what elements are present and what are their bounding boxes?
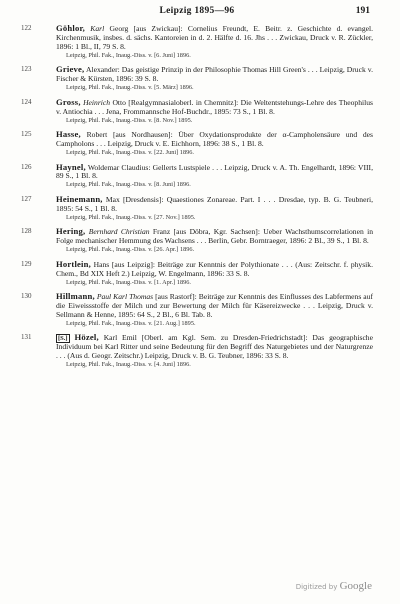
- bibliography-entry: [21, 64, 373, 92]
- author-surname: Göhlor,: [56, 23, 86, 33]
- entry-text: Georg [aus Zwickau]: Cornelius Freundt, E. Beitr. z. Geschichte d. evangel. Kirchenmusik, insbes. d. sächs. Kantoreien in d. 2. Hälfte d. 16. Jhs . . . Zwickau, Druck v. R. Zückler, 1896: 1 Bl., II, 79 S. 8.: [56, 24, 374, 51]
- author-surname: Heinemann,: [56, 193, 103, 204]
- entry-number: 127: [21, 194, 32, 203]
- bibliography-entry: [21, 332, 373, 369]
- thesis-note: Leipzig, Phil. Fak., Inaug.-Diss. v. [26. Apr.] 1896.: [66, 246, 195, 254]
- entry-number: 125: [21, 130, 32, 139]
- entry-number: 130: [21, 292, 32, 301]
- entry-number: 129: [21, 259, 32, 268]
- bibliography-entry: [21, 23, 374, 59]
- entry-text: Karl Emil [Oberl. am Kgl. Sem. zu Dresden-Friedrichstadt]: Das geographische Individuum bei Karl Ritter und seine Bedeutung für den Begriff des Naturgebietes und der Naturgrenze . . . (Aus d. Geogr. Zeitschr.) Leipzig, Druck v. B. G. Teubner, 1896: 33 S. 8.: [56, 333, 373, 361]
- bibliography-entry: [21, 96, 373, 124]
- page-number: 191: [355, 6, 370, 16]
- entry-number: 126: [21, 162, 32, 171]
- author-surname: Hözel,: [74, 332, 99, 343]
- author-surname: Hortlein,: [56, 258, 91, 269]
- bibliography-entry: [21, 226, 373, 254]
- author-surname: Hering,: [56, 226, 86, 237]
- author-given-name-italic: Bernhard Christian: [88, 227, 150, 237]
- thesis-note: Leipzig, Phil. Fak., Inaug.-Diss. v. [6. Juni] 1896.: [66, 51, 191, 59]
- author-given-name-italic: Heinrich: [83, 97, 111, 107]
- thesis-note: Leipzig, Phil. Fak., Inaug.-Diss. v. [8. Nov.] 1895.: [66, 116, 193, 124]
- entry-text: Woldemar Claudius: Gellerts Lustspiele . . . Leipzig, Druck v. A. Th. Engelhardt, 1896: VIII, 89 S., 1 Bl. 8.: [56, 162, 373, 181]
- entry-text: [aus Rastorf]: Beiträge zur Kenntnis des Einflusses des Labfermens auf die Eiweissstoffe der Milch und zur Bewertung der Milch für Käsereizwecke . . . Leipzig, Druck v. Sellmann & Henne, 1895: 64 S., 2 Bl., 6 Bl. Tab. 8.: [56, 292, 373, 319]
- bibliography-entry: [21, 258, 373, 286]
- bibliography-entry: [21, 193, 373, 221]
- thesis-note: Leipzig, Phil. Fak., Inaug.-Diss. v. [1. Apr.] 1896.: [66, 278, 191, 286]
- thesis-note: Leipzig, Phil. Fak., Inaug.-Diss. v. [21. Aug.] 1895.: [66, 319, 196, 327]
- thesis-note: Leipzig, Phil. Fak., Inaug.-Diss. v. [22. Juni] 1896.: [66, 148, 194, 156]
- entry-number: 131: [21, 333, 32, 342]
- running-title: Leipzig 1895—96: [159, 6, 235, 16]
- thesis-note: Leipzig, Phil. Fak., Inaug.-Diss. v. [8. Juni] 1896.: [66, 181, 191, 189]
- thesis-note: Leipzig, Phil. Fak., Inaug.-Diss. v. [27. Nov.] 1895.: [66, 213, 196, 221]
- entry-text: Robert [aus Nordhausen]: Über Oxydationsprodukte der α-Campholensäure und des Campholons . . . Leipzig, Druck v. E. Eichhorn, 1896: 38 S., 1 Bl. 8.: [56, 130, 373, 149]
- author-given-name-italic: Paul Karl Thomas: [96, 292, 154, 302]
- thesis-note: Leipzig, Phil. Fak., Inaug.-Diss. v. [4. Juni] 1896.: [66, 361, 191, 369]
- bibliography-entry: [21, 161, 373, 189]
- author-surname: Hasse,: [56, 129, 81, 140]
- entry-number: 123: [21, 65, 32, 74]
- author-given-name-italic: Karl: [90, 24, 105, 33]
- author-surname: Gross,: [56, 96, 81, 107]
- entry-text: Hans [aus Leipzig]: Beiträge zur Kenntnis der Polythionate . . . (Aus: Zeitschr. f. physik. Chem., Bd XIX Heft 2.) Leipzig, W. Engelmann, 1896: 33 S. 8.: [56, 259, 373, 278]
- entry-number: 122: [21, 24, 32, 32]
- author-surname: Haynel,: [56, 161, 86, 172]
- entry-text: Alexander: Das geistige Prinzip in der Philosophie Thomas Hill Green's . . . Leipzig, Druck v. Fischer & Kürsten, 1896: 39 S. 8.: [56, 65, 373, 84]
- bibliography-entry: [21, 291, 373, 327]
- thesis-note: Leipzig, Phil. Fak., Inaug.-Diss. v. [5. März] 1896.: [66, 84, 194, 92]
- entry-number: 124: [21, 97, 32, 106]
- entry-text: Max [Dresdensis]: Quaestiones Zonareae. Part. I . . . Dresdae, typ. B. G. Teubneri, 1895: 54 S., 1 Bl. 8.: [56, 194, 373, 213]
- watermark-brand: Google: [339, 580, 372, 592]
- entry-text: Otto [Realgymnasialoberl. in Chemnitz]: Die Weltentstehungs-Lehre des Theophilus v. Antiochia . . . Jena, Frommannsche Hof-Buchdr., 1895: 73 S., 1 Bl. 8.: [56, 97, 373, 116]
- author-surname: Grieve,: [56, 64, 85, 75]
- digitized-watermark: [296, 580, 372, 592]
- bibliography-entry: [21, 129, 373, 156]
- saxony-mark: [S.]: [58, 335, 68, 343]
- entry-list: [0, 24, 400, 375]
- page-header: [24, 6, 370, 20]
- entry-number: 128: [21, 227, 32, 236]
- author-surname: Hillmann,: [56, 291, 95, 302]
- entry-text: Franz [aus Döbra, Kgr. Sachsen]: Ueber Wachsthumscorrelationen in Folge mechanischer Hemmung des Wachsens . . . Berlin, Gebr. Borntraeger, 1896: 2 Bl., 39 S., 1 Bl. 8.: [56, 227, 373, 246]
- watermark-prefix: Digitized by: [295, 583, 338, 591]
